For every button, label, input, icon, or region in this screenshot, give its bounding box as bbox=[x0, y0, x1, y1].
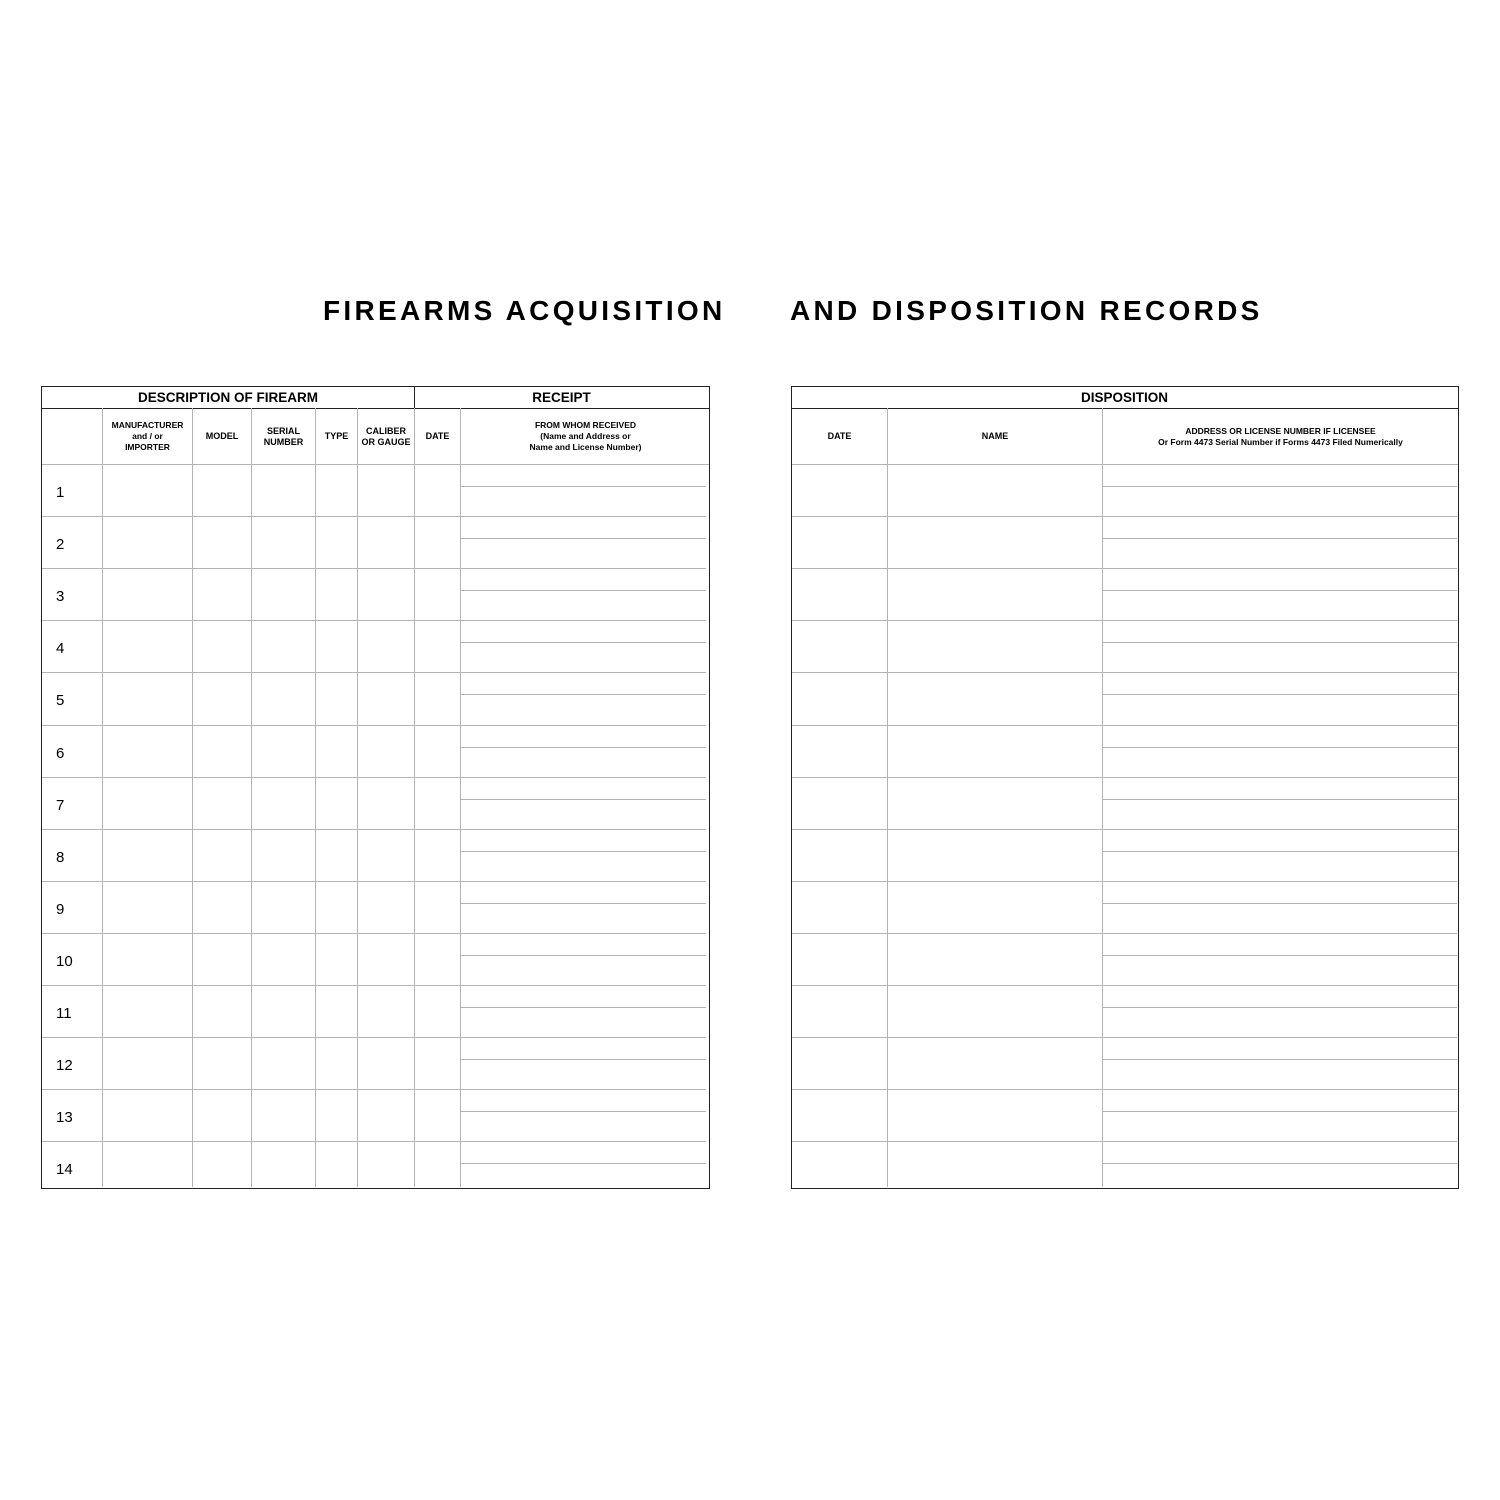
writing-line bbox=[1102, 955, 1457, 956]
row-divider bbox=[1102, 829, 1457, 830]
row-divider bbox=[1102, 777, 1457, 778]
row-divider bbox=[42, 620, 460, 621]
acquisition-table bbox=[41, 386, 710, 1189]
row-divider bbox=[792, 777, 1102, 778]
page-title-right: AND DISPOSITION RECORDS bbox=[790, 295, 1263, 326]
writing-line bbox=[1102, 1059, 1457, 1060]
column-divider bbox=[315, 408, 316, 1187]
row-number: 7 bbox=[56, 796, 65, 814]
row-divider bbox=[792, 985, 1102, 986]
column-divider bbox=[357, 408, 358, 1187]
row-divider bbox=[1102, 516, 1457, 517]
col-header-model: MODEL bbox=[205, 431, 239, 441]
row-divider bbox=[42, 516, 460, 517]
writing-line bbox=[1102, 903, 1457, 904]
row-number: 6 bbox=[56, 744, 65, 762]
row-number: 12 bbox=[56, 1057, 73, 1075]
page-title-left: FIREARMS ACQUISITION bbox=[323, 295, 726, 326]
writing-line bbox=[460, 642, 706, 643]
header-bottom-line bbox=[792, 464, 1458, 465]
column-divider bbox=[460, 408, 461, 1187]
row-divider bbox=[1102, 881, 1457, 882]
row-divider bbox=[460, 1037, 706, 1038]
row-divider bbox=[792, 672, 1102, 673]
row-divider bbox=[460, 829, 706, 830]
row-divider bbox=[460, 672, 706, 673]
row-divider bbox=[42, 933, 460, 934]
row-number: 5 bbox=[56, 692, 65, 710]
writing-line bbox=[1102, 538, 1457, 539]
col-header-serial-number: SERIAL NUMBER bbox=[263, 425, 304, 447]
writing-line bbox=[460, 694, 706, 695]
col-header-receipt-date: DATE bbox=[425, 431, 450, 441]
row-divider bbox=[792, 881, 1102, 882]
row-divider bbox=[42, 672, 460, 673]
col-header-address-license: ADDRESS OR LICENSE NUMBER IF LICENSEE Or Form 4473 Serial Number if Forms 4473 Filed Numerically bbox=[1158, 425, 1403, 447]
row-divider bbox=[792, 933, 1102, 934]
writing-line bbox=[1102, 486, 1457, 487]
row-divider bbox=[460, 725, 706, 726]
row-number: 3 bbox=[56, 588, 65, 606]
column-divider bbox=[192, 408, 193, 1187]
col-header-caliber: CALIBER OR GAUGE bbox=[361, 425, 411, 447]
row-divider bbox=[42, 777, 460, 778]
row-divider bbox=[792, 1089, 1102, 1090]
row-number: 1 bbox=[56, 484, 65, 501]
row-divider bbox=[460, 1141, 706, 1142]
writing-line bbox=[1102, 642, 1457, 643]
col-header-manufacturer: MANUFACTURER and / or IMPORTER bbox=[111, 420, 184, 452]
row-divider bbox=[792, 1037, 1102, 1038]
writing-line bbox=[460, 538, 706, 539]
writing-line bbox=[460, 903, 706, 904]
header-divider bbox=[792, 408, 1458, 409]
row-divider bbox=[1102, 672, 1457, 673]
row-divider bbox=[1102, 568, 1457, 569]
row-divider bbox=[460, 881, 706, 882]
writing-line bbox=[460, 955, 706, 956]
row-divider bbox=[1102, 1141, 1457, 1142]
column-divider bbox=[251, 408, 252, 1187]
row-divider bbox=[42, 568, 460, 569]
row-number: 4 bbox=[56, 640, 65, 658]
row-divider bbox=[42, 1037, 460, 1038]
section-description-header: DESCRIPTION OF FIREARM bbox=[137, 390, 318, 405]
writing-line bbox=[460, 1059, 706, 1060]
writing-line bbox=[1102, 1007, 1457, 1008]
row-divider bbox=[42, 725, 460, 726]
row-divider bbox=[1102, 933, 1457, 934]
row-number: 10 bbox=[56, 952, 73, 970]
writing-line bbox=[1102, 590, 1457, 591]
writing-line bbox=[460, 590, 706, 591]
row-divider bbox=[792, 829, 1102, 830]
column-divider bbox=[102, 408, 103, 1187]
section-disposition-header: DISPOSITION bbox=[1080, 390, 1168, 405]
writing-line bbox=[460, 486, 706, 487]
row-divider bbox=[1102, 725, 1457, 726]
disposition-table bbox=[791, 386, 1459, 1189]
row-divider bbox=[460, 777, 706, 778]
section-divider bbox=[414, 387, 415, 408]
writing-line bbox=[460, 1007, 706, 1008]
row-divider bbox=[792, 568, 1102, 569]
row-number: 8 bbox=[56, 848, 65, 866]
row-number: 2 bbox=[56, 536, 65, 554]
writing-line bbox=[460, 1111, 706, 1112]
row-number: 11 bbox=[56, 1005, 72, 1022]
row-divider bbox=[460, 568, 706, 569]
col-header-disposition-date: DATE bbox=[827, 431, 852, 441]
column-divider bbox=[1102, 408, 1103, 1187]
row-divider bbox=[460, 933, 706, 934]
writing-line bbox=[460, 747, 706, 748]
row-divider bbox=[792, 725, 1102, 726]
row-divider bbox=[42, 1089, 460, 1090]
writing-line bbox=[1102, 1163, 1457, 1164]
row-number: 14 bbox=[56, 1161, 73, 1179]
col-header-type: TYPE bbox=[324, 431, 349, 441]
row-divider bbox=[1102, 985, 1457, 986]
section-receipt-header: RECEIPT bbox=[532, 390, 591, 405]
writing-line bbox=[1102, 694, 1457, 695]
writing-line bbox=[460, 799, 706, 800]
row-number: 9 bbox=[56, 900, 65, 918]
row-divider bbox=[1102, 1089, 1457, 1090]
row-divider bbox=[460, 620, 706, 621]
row-divider bbox=[460, 516, 706, 517]
writing-line bbox=[1102, 799, 1457, 800]
header-bottom-line bbox=[42, 464, 709, 465]
row-divider bbox=[460, 1089, 706, 1090]
writing-line bbox=[460, 1163, 706, 1164]
col-header-from-whom: FROM WHOM RECEIVED (Name and Address or Name and License Number) bbox=[529, 420, 642, 452]
writing-line bbox=[1102, 1111, 1457, 1112]
writing-line bbox=[1102, 747, 1457, 748]
column-divider bbox=[887, 408, 888, 1187]
row-divider bbox=[42, 881, 460, 882]
row-divider bbox=[42, 985, 460, 986]
row-divider bbox=[792, 1141, 1102, 1142]
header-divider bbox=[42, 408, 709, 409]
row-divider bbox=[42, 829, 460, 830]
row-divider bbox=[792, 620, 1102, 621]
writing-line bbox=[460, 851, 706, 852]
row-number: 13 bbox=[56, 1109, 73, 1127]
row-divider bbox=[460, 985, 706, 986]
row-divider bbox=[792, 516, 1102, 517]
row-divider bbox=[1102, 620, 1457, 621]
writing-line bbox=[1102, 851, 1457, 852]
row-divider bbox=[1102, 1037, 1457, 1038]
row-divider bbox=[42, 1141, 460, 1142]
col-header-name: NAME bbox=[981, 431, 1009, 441]
column-divider bbox=[414, 408, 415, 1187]
